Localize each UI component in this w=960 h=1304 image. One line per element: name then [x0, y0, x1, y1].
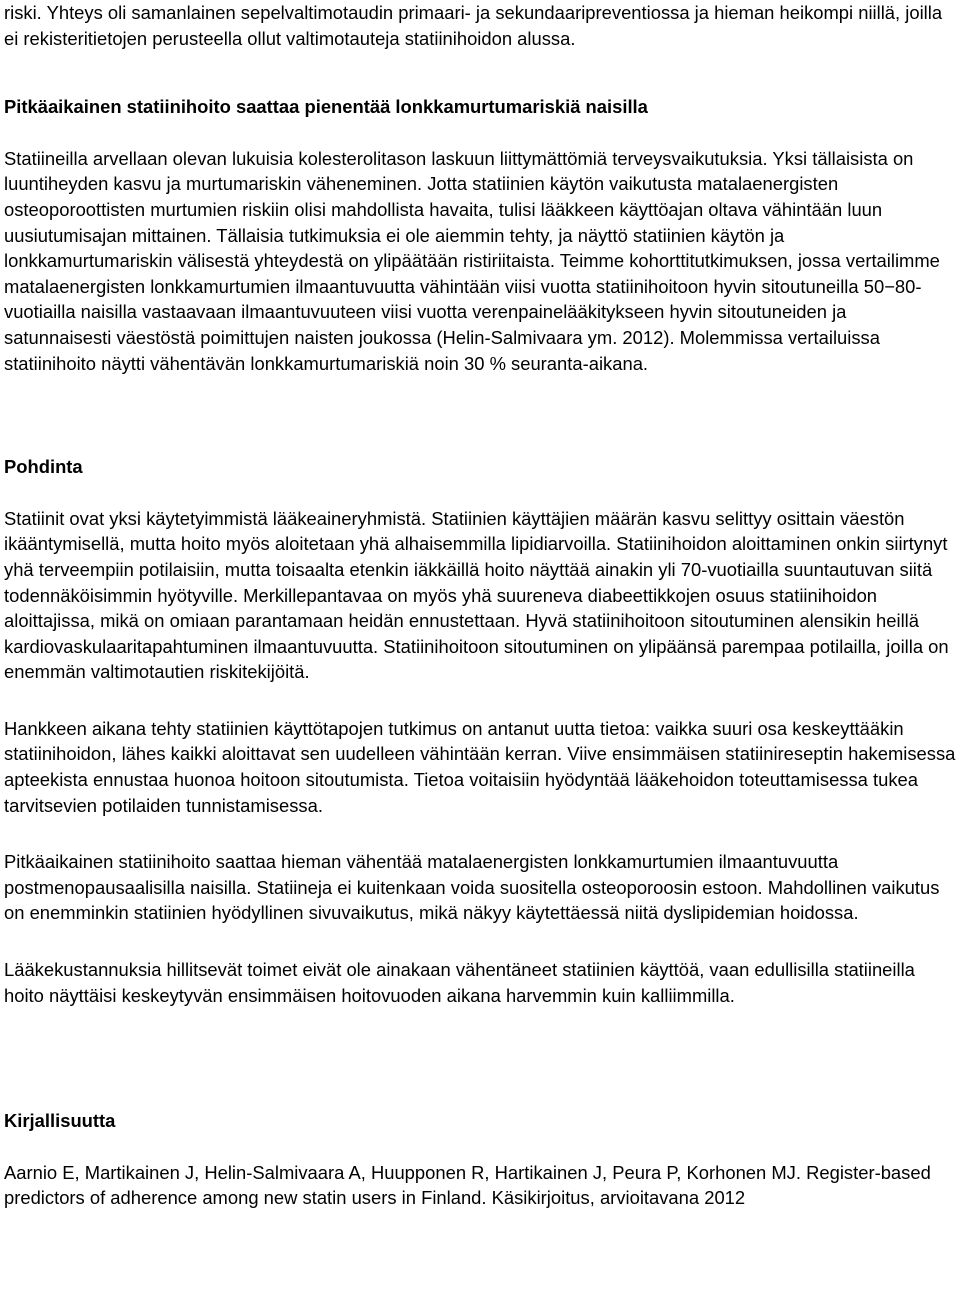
section-heading-discussion: Pohdinta — [4, 456, 83, 478]
section-heading-hip-fracture: Pitkäaikainen statiinihoito saattaa pienentää lonkkamurtumariskiä naisilla — [4, 96, 648, 118]
discussion-paragraph-1: Statiinit ovat yksi käytetyimmistä lääkeaineryhmistä. Statiinien käyttäjien määrän kasvu selittyy osittain väestön ikääntymisellä, mutta hoito myös aloitetaan yhä alhaisemmilla lipidiarvoilla. Statiinihoidon aloittaminen onkin siirtynyt yhä terveempiin potilaisiin, mutta toisaalta etenkin iäkkäillä hoito näyttää ainakin yli 70-vuotiailla suuntautuvan siitä todennäköisimmin hyötyville. Merkillepantavaa on myös yhä suureneva diabeettikkojen osuus statiinihoidon aloittajissa, mikä on omiaan parantamaan heidän ennustettaan. Hyvä statiinihoitoon sitoutuminen alensikin heillä kardiovaskulaaritapahtuminen ilmaantuvuutta. Statiinihoitoon sitoutuminen on ylipäänsä parempaa potilailla, joilla on enemmän valtimotautien riskitekijöitä. — [4, 507, 949, 683]
reference-item-1: Aarnio E, Martikainen J, Helin-Salmivaara A, Huupponen R, Hartikainen J, Peura P, Korhonen MJ. Register-based predictors of adherence among new statin users in Finland. Käsikirjoitus, arvioitavana 2012 — [4, 1161, 931, 1209]
discussion-paragraph-3: Pitkäaikainen statiinihoito saattaa hieman vähentää matalaenergisten lonkkamurtumien ilmaantuvuutta postmenopausaalisilla naisilla. Statiineja ei kuitenkaan voida suositella osteoporoosin estoon. Mahdollinen vaikutus on enemminkin statiinien hyödyllinen sivuvaikutus, mikä näkyy käytettäessä niitä dyslipidemian hoidossa. — [4, 851, 940, 924]
discussion-paragraph-4: Lääkekustannuksia hillitsevät toimet eivät ole ainakaan vähentäneet statiinien käyttöä, vaan edullisilla statiineilla hoito näyttäisi keskeytyvän ensimmäisen hoitovuoden aikana harvemmin kuin kalliimmilla. — [4, 959, 915, 1006]
intro-paragraph: riski. Yhteys oli samanlainen sepelvaltimotaudin primaari- ja sekundaaripreventiossa ja hieman heikompi niillä, joilla ei rekisteritietojen perusteella ollut valtimotauteja statiinihoidon alussa. — [4, 2, 943, 49]
section-heading-references: Kirjallisuutta — [4, 1110, 116, 1132]
section-paragraph-hip-fracture: Statiineilla arvellaan olevan lukuisia kolesterolitason laskuun liittymättömiä terveysvaikutuksia. Yksi tällaisista on luuntiheyden kasvu ja murtumariskin väheneminen. Jotta statiinien käytön vaikutusta matalaenergisten osteoporoottisten murtumien riskiin olisi mahdollista havaita, tulisi lääkkeen käyttöajan oltava vähintään luun uusiutumisajan mittainen. Tällaisia tutkimuksia ei ole aiemmin tehty, ja näyttö statiinien käytön ja lonkkamurtumariskin välisestä yhteydestä on ylipäätään ristiriitaista. Teimme kohorttitutkimuksen, jossa vertailimme matalaenergisten lonkkamurtumien ilmaantuvuutta vähintään viisi vuotta statiinihoitoon hyvin sitoutuneilla 50−80-vuotiailla naisilla vastaavaan ilmaantuvuuteen viisi vuotta verenpainelääkitykseen hyvin sitoutuneiden ja satunnaisesti väestöstä poimittujen naisten joukossa (Helin-Salmivaara ym. 2012). Molemmissa vertailuissa statiinihoito näytti vähentävän lonkkamurtumariskiä noin 30 % seuranta-aikana. — [4, 147, 940, 374]
discussion-paragraph-2: Hankkeen aikana tehty statiinien käyttötapojen tutkimus on antanut uutta tietoa: vaikka suuri osa keskeyttääkin statiinihoidon, lähes kaikki aloittavat sen uudelleen vähintään kerran. Viive ensimmäisen statiinireseptin hakemisessa apteekista ennustaa huonoa hoitoon sitoutumista. Tietoa voitaisiin hyödyntää lääkehoidon toteuttamisessa tukea tarvitsevien potilaiden tunnistamisessa. — [4, 717, 956, 816]
